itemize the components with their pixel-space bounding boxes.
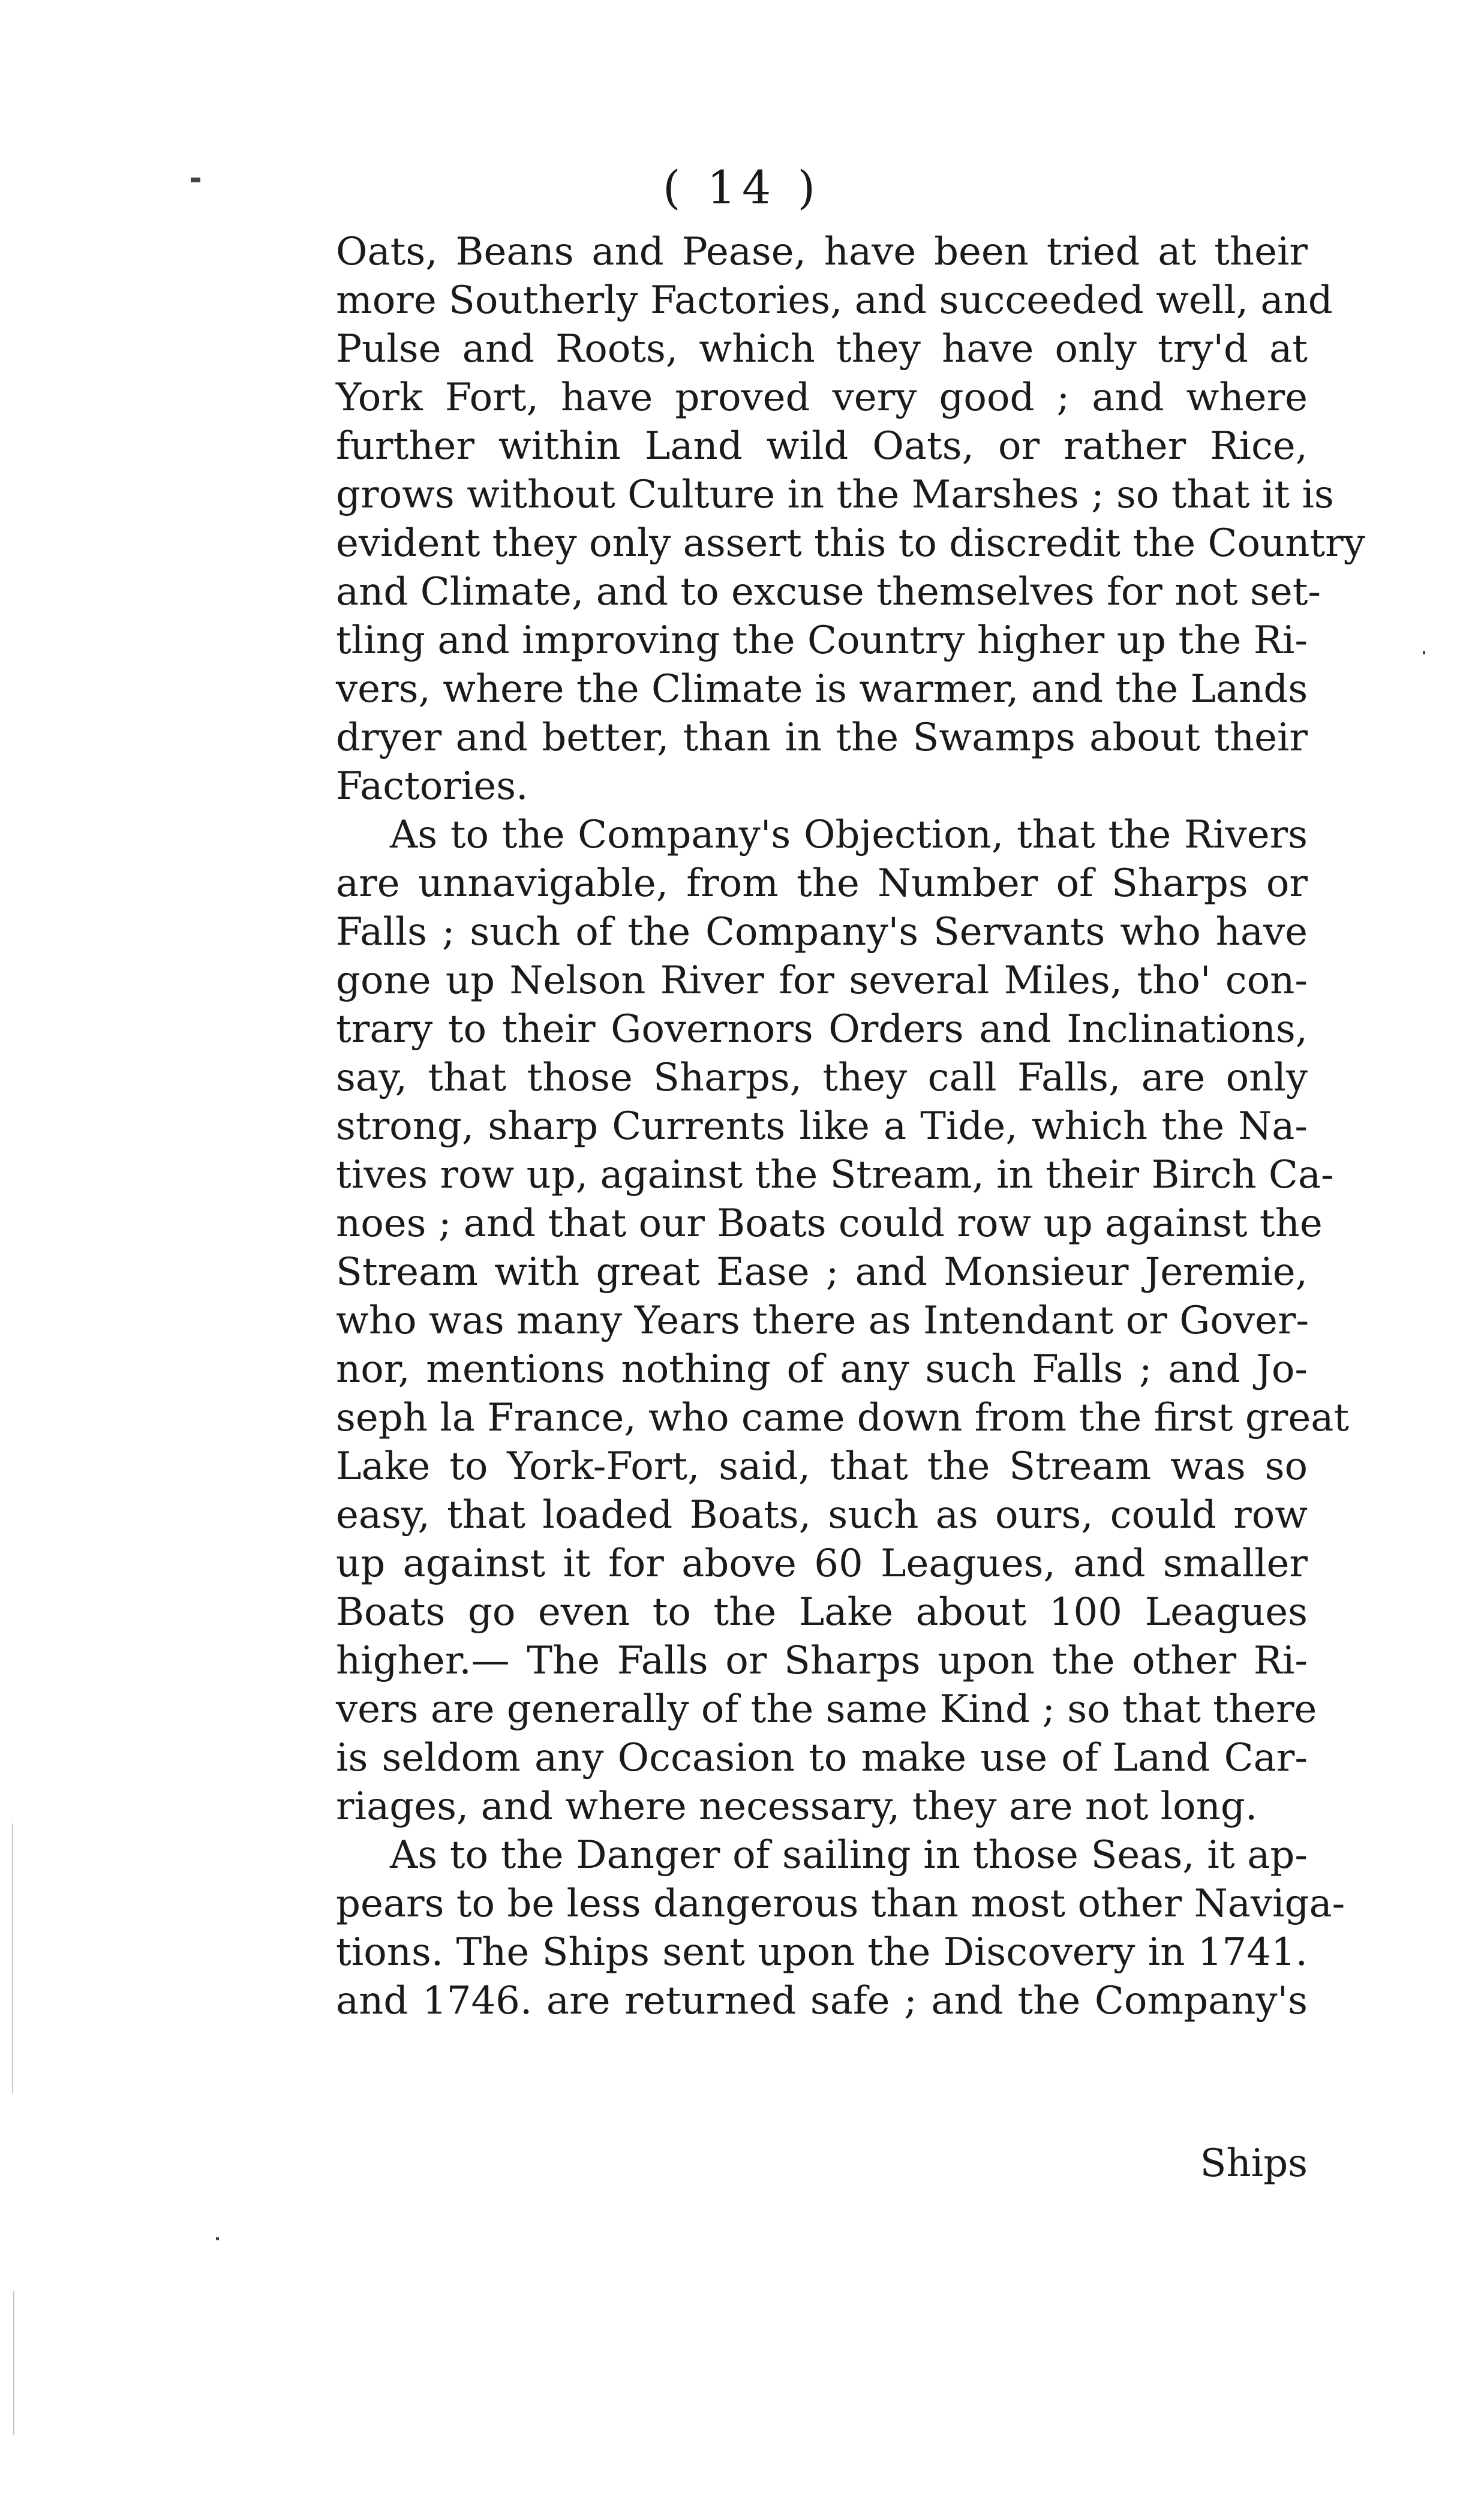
text-line: tions. The Ships sent upon the Discovery in 1741.	[336, 1930, 1308, 1975]
text-line: vers are generally of the same Kind ; so that there	[336, 1687, 1317, 1732]
binding-dots	[13, 2291, 14, 2435]
text-line: who was many Years there as Intendant or Gover-	[336, 1299, 1309, 1343]
text-line: Factories.	[336, 764, 528, 809]
text-line: nor, mentions nothing of any such Falls ; and Jo-	[336, 1347, 1308, 1392]
text-line: evident they only assert this to discredit the Country	[336, 521, 1365, 566]
text-line: dryer and better, than in the Swamps about their	[336, 716, 1308, 760]
text-line: Oats, Beans and Pease, have been tried at their	[336, 230, 1308, 274]
text-line: higher.— The Falls or Sharps upon the other Ri-	[336, 1639, 1308, 1683]
text-line: and Climate, and to excuse themselves for not set-	[336, 570, 1321, 614]
text-line: trary to their Governors Orders and Inclinations,	[336, 1007, 1308, 1051]
paragraph-start: As to the Danger of sailing in those Seas, it ap-	[390, 1833, 1308, 1877]
text-line: are unnavigable, from the Number of Sharps or	[336, 861, 1308, 906]
scan-speck	[191, 178, 200, 182]
text-line: Lake to York-Fort, said, that the Stream was so	[336, 1444, 1308, 1489]
paragraph-start: As to the Company's Objection, that the Rivers	[390, 813, 1308, 857]
text-line: further within Land wild Oats, or rather Rice,	[336, 424, 1308, 468]
text-line: Boats go even to the Lake about 100 Leagues	[336, 1590, 1308, 1634]
text-line: seph la France, who came down from the first great	[336, 1396, 1350, 1440]
scan-speck	[1423, 651, 1425, 654]
text-line: strong, sharp Currents like a Tide, which the Na-	[336, 1104, 1308, 1149]
text-line: noes ; and that our Boats could row up against the	[336, 1201, 1323, 1246]
text-line: riages, and where necessary, they are not long.	[336, 1784, 1258, 1829]
text-line: easy, that loaded Boats, such as ours, could row	[336, 1493, 1308, 1537]
text-line: grows without Culture in the Marshes ; so that it is	[336, 473, 1334, 517]
body-text	[336, 228, 1365, 2026]
text-line: York Fort, have proved very good ; and where	[336, 375, 1308, 420]
text-line: is seldom any Occasion to make use of Land Car-	[336, 1736, 1308, 1780]
text-line: tling and improving the Country higher up the Ri-	[336, 618, 1308, 663]
text-line: Stream with great Ease ; and Monsieur Jeremie,	[336, 1250, 1308, 1294]
text-line: vers, where the Climate is warmer, and the Lands	[336, 667, 1308, 711]
catchword: Ships	[1200, 2141, 1308, 2186]
text-line: up against it for above 60 Leagues, and smaller	[336, 1542, 1308, 1586]
binding-dots	[12, 1823, 13, 2093]
text-line: pears to be less dangerous than most other Naviga-	[336, 1882, 1345, 1926]
text-line: Pulse and Roots, which they have only try'd at	[336, 327, 1308, 371]
text-line: more Southerly Factories, and succeeded well, and	[336, 278, 1333, 323]
text-line: say, that those Sharps, they call Falls, are only	[336, 1056, 1308, 1100]
text-line: gone up Nelson River for several Miles, tho' con-	[336, 958, 1308, 1003]
text-line: and 1746. are returned safe ; and the Company's	[336, 1979, 1308, 2023]
scan-speck	[216, 2237, 219, 2240]
text-line: tives row up, against the Stream, in their Birch Ca-	[336, 1153, 1334, 1197]
text-line: Falls ; such of the Company's Servants who have	[336, 910, 1308, 954]
page-number: ( 14 )	[662, 161, 822, 214]
